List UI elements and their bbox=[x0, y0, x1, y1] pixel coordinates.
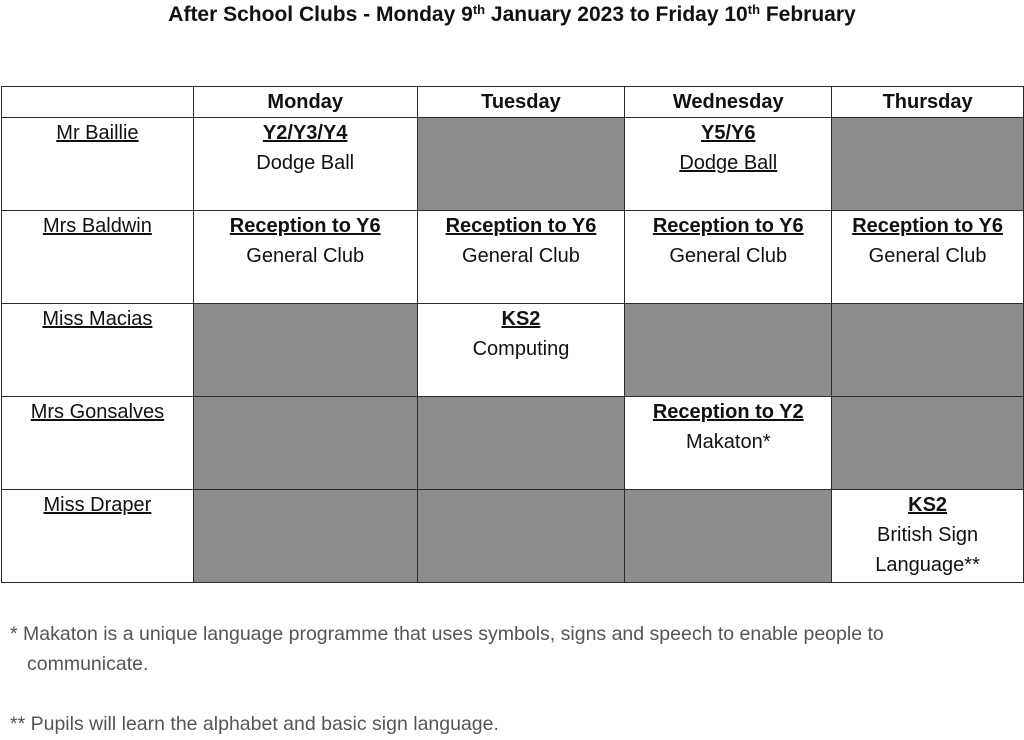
club-level: KS2 bbox=[908, 494, 948, 516]
empty-cell bbox=[625, 490, 832, 583]
corner-cell bbox=[2, 87, 194, 118]
empty-cell bbox=[417, 397, 625, 490]
club-activity: British Sign bbox=[877, 524, 979, 546]
footnote-makaton-cont: communicate. bbox=[27, 653, 149, 675]
club-cell bbox=[832, 490, 1024, 583]
club-level: KS2 bbox=[501, 308, 541, 330]
club-cell bbox=[625, 397, 832, 490]
club-activity: General Club bbox=[868, 245, 987, 267]
club-level: Reception to Y2 bbox=[652, 401, 804, 423]
club-cell bbox=[193, 211, 417, 304]
teacher-name bbox=[2, 490, 194, 583]
table-row bbox=[2, 490, 1024, 583]
empty-cell bbox=[417, 118, 625, 211]
teacher-name bbox=[2, 304, 194, 397]
page-title: After School Clubs - Monday 9th January 2023 to Friday 10th February bbox=[168, 2, 856, 26]
empty-cell bbox=[832, 118, 1024, 211]
day-header-tuesday: Tuesday bbox=[417, 87, 625, 118]
club-level: Reception to Y6 bbox=[852, 215, 1003, 237]
empty-cell bbox=[625, 304, 832, 397]
table-row bbox=[2, 211, 1024, 304]
club-cell bbox=[832, 211, 1024, 304]
empty-cell bbox=[832, 304, 1024, 397]
clubs-table bbox=[1, 86, 1024, 583]
teacher-link[interactable]: Mr Baillie bbox=[56, 122, 139, 144]
day-header-thursday: Thursday bbox=[832, 87, 1024, 118]
table-row bbox=[2, 304, 1024, 397]
club-cell bbox=[625, 118, 832, 211]
club-activity: Language** bbox=[875, 554, 980, 576]
teacher-link[interactable]: Miss Macias bbox=[42, 308, 153, 330]
club-activity: Dodge Ball bbox=[679, 152, 778, 174]
teacher-name bbox=[2, 118, 194, 211]
club-level: Y2/Y3/Y4 bbox=[262, 122, 348, 144]
club-cell bbox=[193, 118, 417, 211]
club-activity: Dodge Ball bbox=[256, 152, 355, 174]
club-cell bbox=[625, 211, 832, 304]
teacher-link[interactable]: Mrs Baldwin bbox=[42, 215, 152, 237]
teacher-link[interactable]: Mrs Gonsalves bbox=[30, 401, 165, 423]
club-activity: General Club bbox=[462, 245, 580, 267]
teacher-name bbox=[2, 397, 194, 490]
club-cell bbox=[417, 304, 625, 397]
club-activity: Makaton* bbox=[686, 431, 771, 453]
day-header-wednesday: Wednesday bbox=[625, 87, 832, 118]
empty-cell bbox=[193, 490, 417, 583]
club-activity: General Club bbox=[246, 245, 365, 267]
empty-cell bbox=[193, 397, 417, 490]
table-row bbox=[2, 397, 1024, 490]
empty-cell bbox=[193, 304, 417, 397]
club-activity: General Club bbox=[669, 245, 788, 267]
footnote-bsl: ** Pupils will learn the alphabet and basic sign language. bbox=[10, 713, 499, 735]
teacher-name bbox=[2, 211, 194, 304]
table-row bbox=[2, 118, 1024, 211]
club-level: Reception to Y6 bbox=[229, 215, 381, 237]
club-level: Y5/Y6 bbox=[701, 122, 756, 144]
teacher-link[interactable]: Miss Draper bbox=[43, 494, 152, 516]
footnote-makaton: * Makaton is a unique language programme that uses symbols, signs and speech to enable people to bbox=[10, 623, 884, 645]
day-header-monday: Monday bbox=[193, 87, 417, 118]
club-cell bbox=[417, 211, 625, 304]
empty-cell bbox=[832, 397, 1024, 490]
empty-cell bbox=[417, 490, 625, 583]
club-activity: Computing bbox=[472, 338, 570, 360]
club-level: Reception to Y6 bbox=[445, 215, 597, 237]
club-level: Reception to Y6 bbox=[652, 215, 804, 237]
header-row bbox=[2, 87, 1024, 118]
